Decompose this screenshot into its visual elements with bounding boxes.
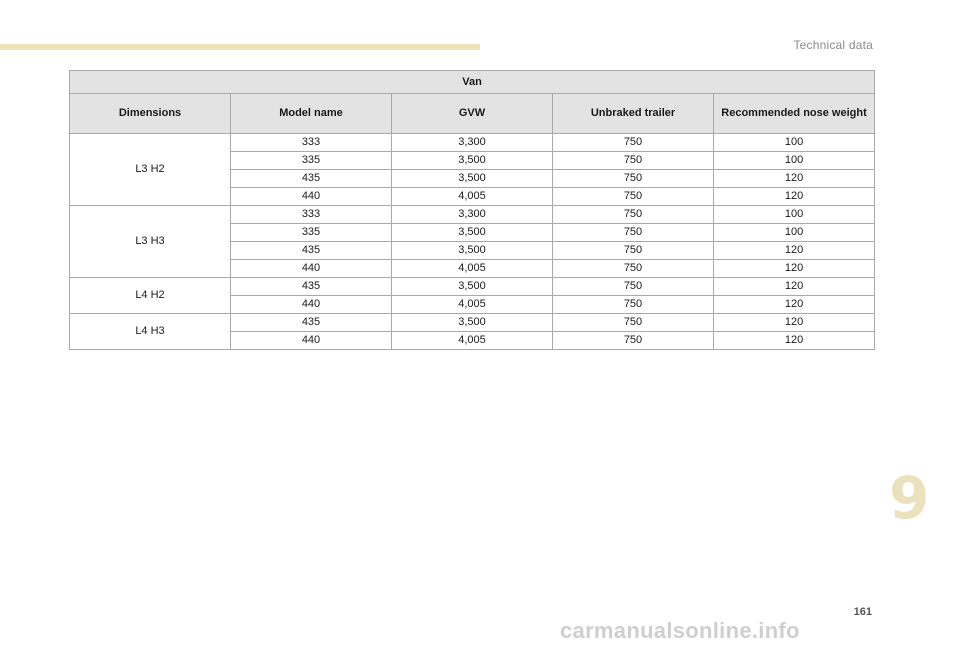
table-row	[70, 314, 875, 332]
header-accent-bar	[0, 44, 480, 50]
gvw-cell: 3,300	[392, 134, 553, 152]
table-caption: Van	[70, 71, 875, 94]
nose-weight-cell: 100	[714, 152, 875, 170]
unbraked-trailer-cell: 750	[553, 260, 714, 278]
model-name-cell: 435	[231, 278, 392, 296]
section-title: Technical data	[793, 38, 873, 52]
unbraked-trailer-cell: 750	[553, 188, 714, 206]
nose-weight-cell: 120	[714, 242, 875, 260]
model-name-cell: 333	[231, 206, 392, 224]
model-name-cell: 440	[231, 332, 392, 350]
gvw-cell: 3,500	[392, 278, 553, 296]
unbraked-trailer-cell: 750	[553, 314, 714, 332]
unbraked-trailer-cell: 750	[553, 170, 714, 188]
unbraked-trailer-cell: 750	[553, 134, 714, 152]
table-row	[70, 278, 875, 296]
gvw-cell: 3,500	[392, 314, 553, 332]
unbraked-trailer-cell: 750	[553, 242, 714, 260]
model-name-cell: 435	[231, 170, 392, 188]
model-name-cell: 440	[231, 296, 392, 314]
dimension-cell: L3 H3	[70, 206, 231, 278]
nose-weight-cell: 100	[714, 206, 875, 224]
column-header-unbraked-trailer: Unbraked trailer	[553, 94, 714, 134]
nose-weight-cell: 120	[714, 260, 875, 278]
gvw-cell: 3,500	[392, 224, 553, 242]
gvw-cell: 3,500	[392, 152, 553, 170]
nose-weight-cell: 100	[714, 224, 875, 242]
column-header-dimensions: Dimensions	[70, 94, 231, 134]
table-row	[70, 134, 875, 152]
gvw-cell: 4,005	[392, 332, 553, 350]
unbraked-trailer-cell: 750	[553, 224, 714, 242]
nose-weight-cell: 120	[714, 188, 875, 206]
gvw-cell: 4,005	[392, 188, 553, 206]
column-header-recommended-nose-weight: Recommended nose weight	[714, 94, 875, 134]
nose-weight-cell: 120	[714, 170, 875, 188]
nose-weight-cell: 120	[714, 296, 875, 314]
model-name-cell: 440	[231, 260, 392, 278]
unbraked-trailer-cell: 750	[553, 278, 714, 296]
chapter-number: 9	[889, 464, 930, 532]
gvw-cell: 3,500	[392, 170, 553, 188]
unbraked-trailer-cell: 750	[553, 152, 714, 170]
nose-weight-cell: 100	[714, 134, 875, 152]
nose-weight-cell: 120	[714, 314, 875, 332]
watermark: carmanualsonline.info	[560, 618, 800, 643]
table-row	[70, 206, 875, 224]
dimension-cell: L3 H2	[70, 134, 231, 206]
model-name-cell: 435	[231, 242, 392, 260]
gvw-cell: 3,300	[392, 206, 553, 224]
column-header-model-name: Model name	[231, 94, 392, 134]
table-body	[70, 134, 875, 350]
towing-weights-table	[69, 70, 875, 350]
model-name-cell: 333	[231, 134, 392, 152]
nose-weight-cell: 120	[714, 332, 875, 350]
unbraked-trailer-cell: 750	[553, 332, 714, 350]
column-header-gvw: GVW	[392, 94, 553, 134]
model-name-cell: 440	[231, 188, 392, 206]
table-header-row	[70, 94, 875, 134]
unbraked-trailer-cell: 750	[553, 296, 714, 314]
model-name-cell: 335	[231, 152, 392, 170]
gvw-cell: 4,005	[392, 296, 553, 314]
nose-weight-cell: 120	[714, 278, 875, 296]
model-name-cell: 435	[231, 314, 392, 332]
gvw-cell: 3,500	[392, 242, 553, 260]
dimension-cell: L4 H2	[70, 278, 231, 314]
dimension-cell: L4 H3	[70, 314, 231, 350]
page-number: 161	[853, 606, 872, 618]
gvw-cell: 4,005	[392, 260, 553, 278]
unbraked-trailer-cell: 750	[553, 206, 714, 224]
model-name-cell: 335	[231, 224, 392, 242]
